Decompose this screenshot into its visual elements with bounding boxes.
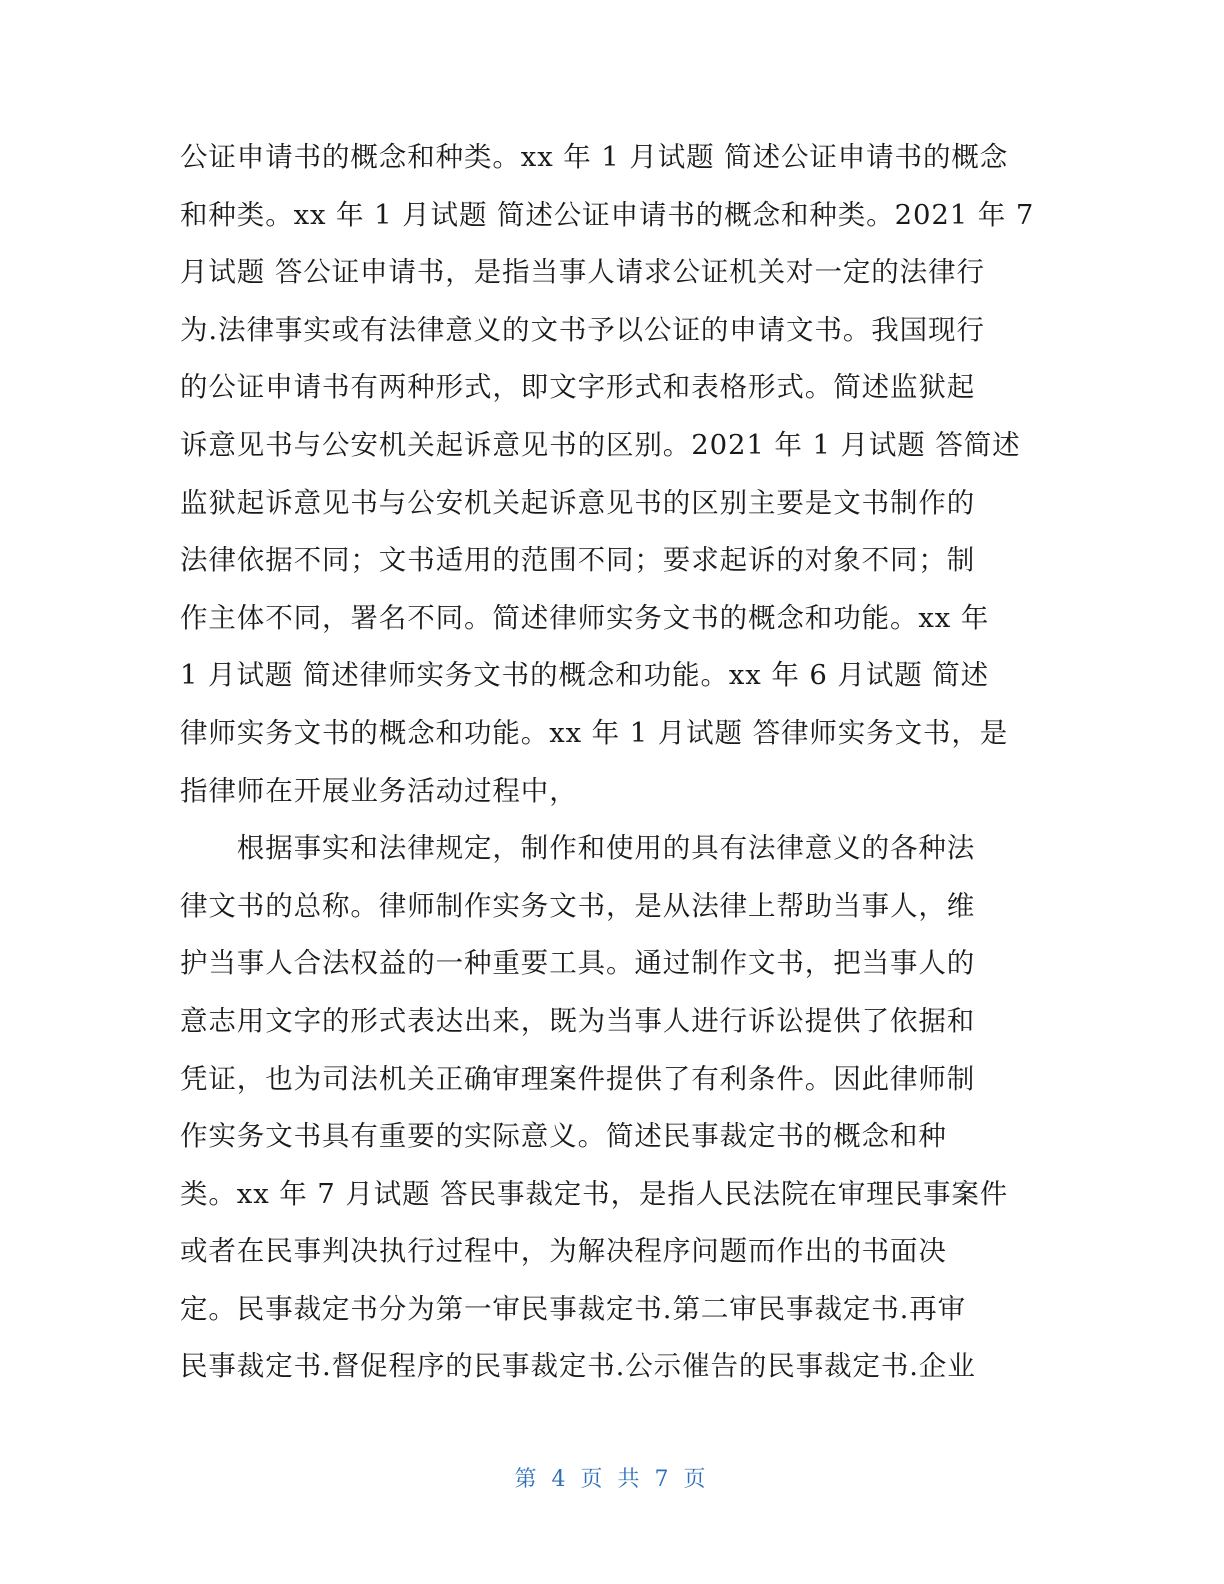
text-line: 定。民事裁定书分为第一审民事裁定书.第二审民事裁定书.再审 [180,1292,967,1325]
text-line: 民事裁定书.督促程序的民事裁定书.公示催告的民事裁定书.企业 [180,1350,976,1383]
text-line: 指律师在开展业务活动过程中， [180,774,578,807]
text-line: 和种类。xx 年 1 月试题 简述公证申请书的概念和种类。2021 年 7 [180,198,1035,231]
text-line: 月试题 答公证申请书，是指当事人请求公证机关对一定的法律行 [180,256,985,289]
text-line: 或者在民事判决执行过程中，为解决程序问题而作出的书面决 [180,1235,947,1268]
text-line: 作主体不同，署名不同。简述律师实务文书的概念和功能。xx 年 [180,601,990,634]
text-line: 诉意见书与公安机关起诉意见书的区别。2021 年 1 月试题 答简述 [180,428,1021,461]
text-line: 公证申请书的概念和种类。xx 年 1 月试题 简述公证申请书的概念 [180,141,1009,173]
text-line: 法律依据不同；文书适用的范围不同；要求起诉的对象不同；制 [180,544,976,577]
text-line: 类。xx 年 7 月试题 答民事裁定书，是指人民法院在审理民事案件 [180,1177,1009,1210]
text-line: 律师实务文书的概念和功能。xx 年 1 月试题 答律师实务文书，是 [180,716,1009,749]
text-line: 为.法律事实或有法律意义的文书予以公证的申请文书。我国现行 [180,313,985,346]
text-line: 护当事人合法权益的一种重要工具。通过制作文书，把当事人的 [180,947,976,980]
text-line: 根据事实和法律规定，制作和使用的具有法律意义的各种法 [180,832,976,865]
text-line: 1 月试题 简述律师实务文书的概念和功能。xx 年 6 月试题 简述 [180,659,990,692]
page-number-footer: 第 4 页 共 7 页 [514,1467,710,1492]
text-line: 律文书的总称。律师制作实务文书，是从法律上帮助当事人，维 [180,889,976,922]
document-body [180,129,1050,1396]
text-line: 意志用文字的形式表达出来，既为当事人进行诉讼提供了依据和 [180,1004,976,1037]
text-line: 监狱起诉意见书与公安机关起诉意见书的区别主要是文书制作的 [180,486,976,519]
text-line: 的公证申请书有两种形式，即文字形式和表格形式。简述监狱起 [180,371,976,404]
text-line: 作实务文书具有重要的实际意义。简述民事裁定书的概念和种 [180,1120,947,1153]
text-line: 凭证，也为司法机关正确审理案件提供了有利条件。因此律师制 [180,1062,976,1095]
